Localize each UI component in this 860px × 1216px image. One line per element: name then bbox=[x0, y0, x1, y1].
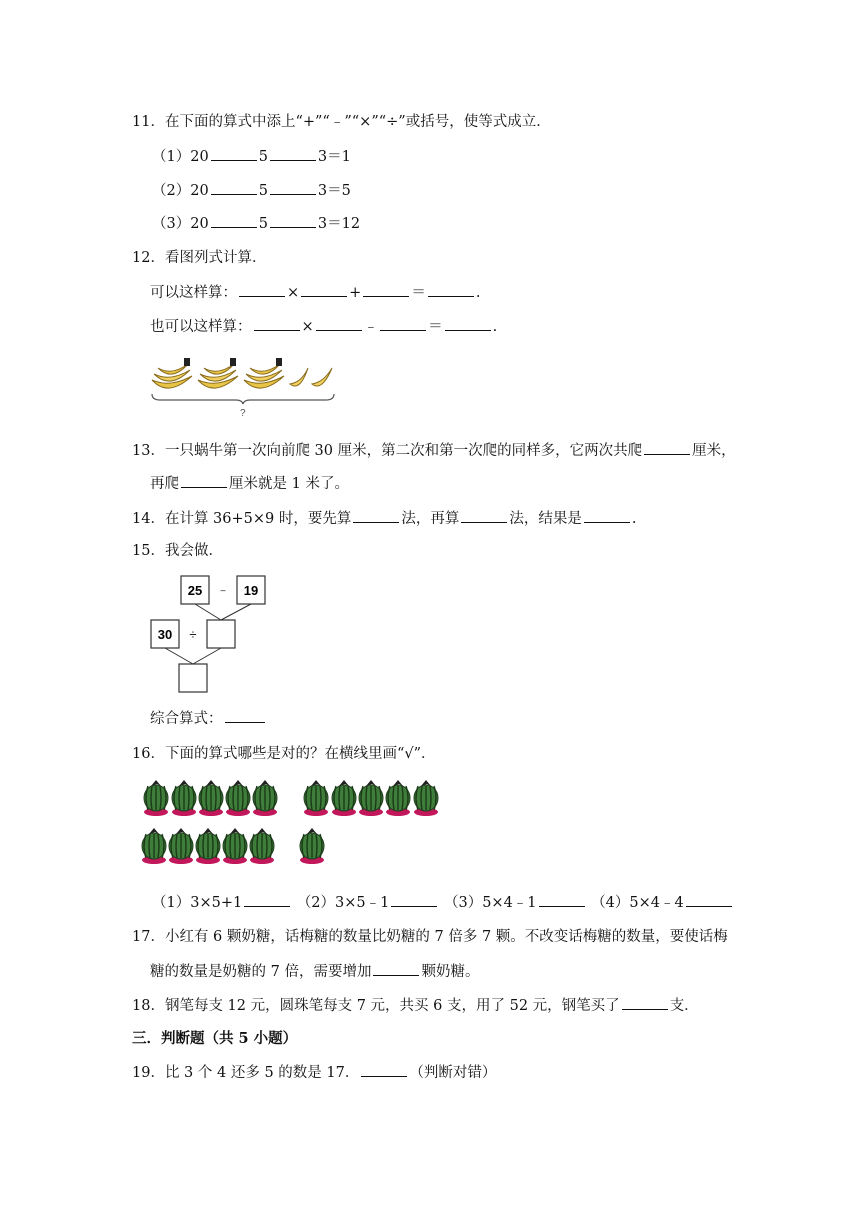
answer-blank[interactable] bbox=[361, 1062, 407, 1077]
answer-blank[interactable] bbox=[380, 316, 426, 331]
answer-box-middle[interactable] bbox=[207, 620, 235, 648]
q14-line: 14．在计算 36+5×9 时，要先算 法，再算 法，结果是 . bbox=[132, 508, 636, 529]
answer-blank[interactable] bbox=[461, 508, 507, 523]
watermelon-icon bbox=[332, 780, 356, 816]
answer-blank[interactable] bbox=[211, 180, 257, 195]
answer-blank[interactable] bbox=[239, 282, 285, 297]
banana-bunch-icon bbox=[152, 358, 192, 388]
single-banana-icon bbox=[290, 368, 308, 386]
brace-label: ? bbox=[240, 408, 246, 419]
q13-line-2: 再爬 厘米就是 1 米了。 bbox=[150, 473, 349, 494]
answer-blank[interactable] bbox=[584, 508, 630, 523]
q12-way-1: 可以这样算： × + ＝ . bbox=[150, 282, 480, 303]
q15-formula: 综合算式： bbox=[150, 708, 267, 729]
answer-blank[interactable] bbox=[225, 708, 265, 723]
q13-line-1: 13．一只蜗牛第一次向前爬 30 厘米，第二次和第一次爬的同样多，它两次共爬 厘米， bbox=[132, 440, 736, 461]
watermelon-icon bbox=[300, 828, 324, 864]
q18-line: 18．钢笔每支 12 元，圆珠笔每支 7 元，共买 6 支，用了 52 元，钢笔买了 支． bbox=[132, 995, 699, 1016]
single-banana-icon bbox=[312, 368, 332, 386]
svg-text:19: 19 bbox=[243, 583, 259, 598]
watermelon-icon bbox=[304, 780, 328, 816]
q12-stem: 12．看图列式计算． bbox=[132, 250, 267, 266]
watermelon-icon bbox=[172, 780, 196, 816]
watermelon-figure bbox=[134, 772, 464, 876]
brace bbox=[152, 394, 334, 404]
q11-stem: 11．在下面的算式中添上“+”“﹣”“×”“÷”或括号，使等式成立． bbox=[132, 114, 551, 130]
q11-item-3: （3）20 5 3＝12 bbox=[152, 213, 360, 234]
q19-line: 19．比 3 个 4 还多 5 的数是 17． （判断对错） bbox=[132, 1062, 496, 1083]
answer-blank[interactable] bbox=[270, 213, 316, 228]
answer-blank[interactable] bbox=[353, 508, 399, 523]
section-heading: 三．判断题（共 5 小题） bbox=[132, 1030, 298, 1047]
watermelon-icon bbox=[223, 828, 247, 864]
svg-text:30: 30 bbox=[157, 627, 173, 642]
minus-sign: ﹣ bbox=[216, 582, 230, 597]
answer-blank[interactable] bbox=[373, 961, 419, 976]
answer-blank[interactable] bbox=[316, 316, 362, 331]
q17-line-1: 17．小红有 6 颗奶糖，话梅糖的数量比奶糖的 7 倍多 7 颗。不改变话梅糖的数量，要使话梅 bbox=[132, 929, 728, 945]
answer-blank[interactable] bbox=[211, 146, 257, 161]
watermelon-icon bbox=[169, 828, 193, 864]
banana-bunch-icon bbox=[244, 358, 284, 388]
watermelon-icon bbox=[414, 780, 438, 816]
watermelon-icon bbox=[386, 780, 410, 816]
calculation-tree-figure bbox=[145, 572, 270, 696]
q11-item-2: （2）20 5 3＝5 bbox=[152, 180, 351, 201]
watermelon-icon bbox=[144, 780, 168, 816]
answer-blank[interactable] bbox=[644, 440, 690, 455]
answer-blank[interactable] bbox=[622, 995, 668, 1010]
answer-blank[interactable] bbox=[244, 892, 290, 907]
q16-stem: 16．下面的算式哪些是对的？在横线里画“√”． bbox=[132, 746, 436, 762]
answer-blank[interactable] bbox=[686, 892, 732, 907]
watermelon-icon bbox=[226, 780, 250, 816]
answer-blank[interactable] bbox=[270, 146, 316, 161]
answer-blank[interactable] bbox=[363, 282, 409, 297]
watermelon-icon bbox=[142, 828, 166, 864]
svg-text:25: 25 bbox=[187, 583, 203, 598]
answer-blank[interactable] bbox=[301, 282, 347, 297]
answer-blank[interactable] bbox=[391, 892, 437, 907]
watermelon-icon bbox=[196, 828, 220, 864]
answer-box-bottom[interactable] bbox=[179, 664, 207, 692]
answer-blank[interactable] bbox=[254, 316, 300, 331]
divide-sign: ÷ bbox=[189, 627, 197, 642]
q17-line-2: 糖的数量是奶糖的 7 倍，需要增加 颗奶糖。 bbox=[150, 961, 479, 982]
answer-blank[interactable] bbox=[539, 892, 585, 907]
q15-stem: 15．我会做． bbox=[132, 543, 223, 559]
q12-way-2: 也可以这样算： × ﹣ ＝ . bbox=[150, 316, 497, 337]
q16-options: （1）3×5+1 （2）3×5﹣1 （3）5×4﹣1 （4）5×4﹣4 bbox=[152, 892, 734, 913]
q11-item-1: （1）20 5 3＝1 bbox=[152, 146, 351, 167]
banana-figure bbox=[148, 350, 340, 420]
answer-blank[interactable] bbox=[211, 213, 257, 228]
watermelon-icon bbox=[199, 780, 223, 816]
answer-blank[interactable] bbox=[445, 316, 491, 331]
watermelon-icon bbox=[359, 780, 383, 816]
answer-blank[interactable] bbox=[181, 473, 227, 488]
answer-blank[interactable] bbox=[270, 180, 316, 195]
watermelon-icon bbox=[250, 828, 274, 864]
watermelon-icon bbox=[253, 780, 277, 816]
answer-blank[interactable] bbox=[428, 282, 474, 297]
banana-bunch-icon bbox=[198, 358, 238, 388]
